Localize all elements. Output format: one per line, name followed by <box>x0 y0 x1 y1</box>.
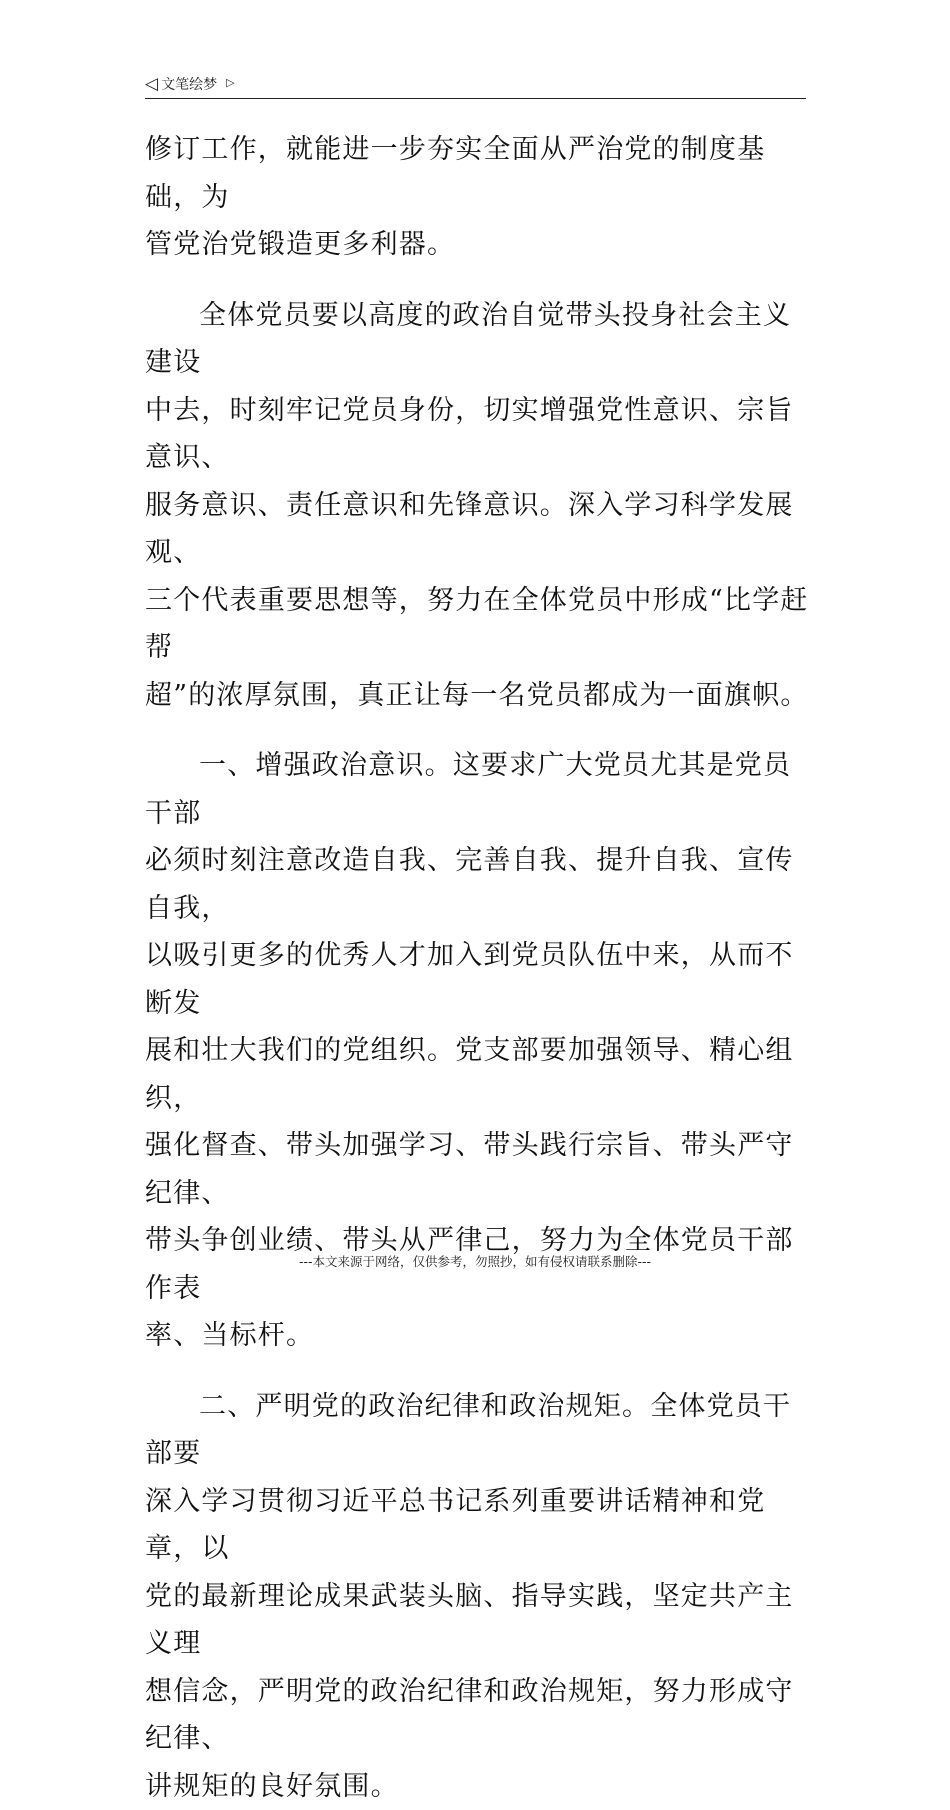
paragraph-line: 服务意识、责任意识和先锋意识。深入学习科学发展观、 <box>145 490 794 569</box>
document-body <box>145 126 815 1810</box>
paragraph-line: 全体党员要以高度的政治自觉带头投身社会主义建设 <box>145 300 791 379</box>
paragraph-line: 讲规矩的良好氛围。 <box>145 1771 399 1802</box>
paragraph-line: 中去，时刻牢记党员身份，切实增强党性意识、宗旨意识、 <box>145 395 794 474</box>
paragraph-line: 展和壮大我们的党组织。党支部要加强领导、精心组织， <box>145 1035 794 1114</box>
header-brand <box>145 74 235 94</box>
paragraph-party-members <box>145 292 815 720</box>
paragraph-line: 超”的浓厚氛围，真正让每一名党员都成为一面旗帜。 <box>145 680 809 711</box>
paragraph-line: 强化督查、带头加强学习、带头践行宗旨、带头严守纪律、 <box>145 1130 794 1209</box>
paragraph-line: 二、严明党的政治纪律和政治规矩。全体党员干部要 <box>145 1391 791 1470</box>
paragraph-line: 率、当标杆。 <box>145 1320 314 1351</box>
page-header <box>145 72 806 99</box>
paragraph-line: 三个代表重要思想等，努力在全体党员中形成“比学赶帮 <box>145 585 809 664</box>
triangle-right-icon: ▷ <box>226 77 234 88</box>
paragraph-line: 以吸引更多的优秀人才加入到党员队伍中来，从而不断发 <box>145 940 794 1019</box>
paragraph-line: 带头争创业绩、带头从严律己，努力为全体党员干部作表 <box>145 1225 794 1304</box>
paragraph-line: 必须时刻注意改造自我、完善自我、提升自我、宣传自我， <box>145 845 794 924</box>
paragraph-line: 深入学习贯彻习近平总书记系列重要讲话精神和党章，以 <box>145 1486 765 1565</box>
paragraph-line: 想信念，严明党的政治纪律和政治规矩，努力形成守纪律、 <box>145 1676 794 1755</box>
paragraph-line: 一、增强政治意识。这要求广大党员尤其是党员干部 <box>145 750 791 829</box>
paragraph-continued <box>145 126 815 269</box>
paragraph-line: 党的最新理论成果武装头脑、指导实践，坚定共产主义理 <box>145 1581 794 1660</box>
triangle-left-icon: ◁ <box>145 76 158 93</box>
paragraph-line: 管党治党锻造更多利器。 <box>145 229 455 260</box>
paragraph-line: 修订工作，就能进一步夯实全面从严治党的制度基础，为 <box>145 134 765 213</box>
paragraph-political-discipline <box>145 1383 815 1810</box>
footer-notice: ---本文来源于网络，仅供参考，勿照抄，如有侵权请联系删除--- <box>0 1252 950 1270</box>
header-title: 文笔绘梦 <box>161 74 217 94</box>
